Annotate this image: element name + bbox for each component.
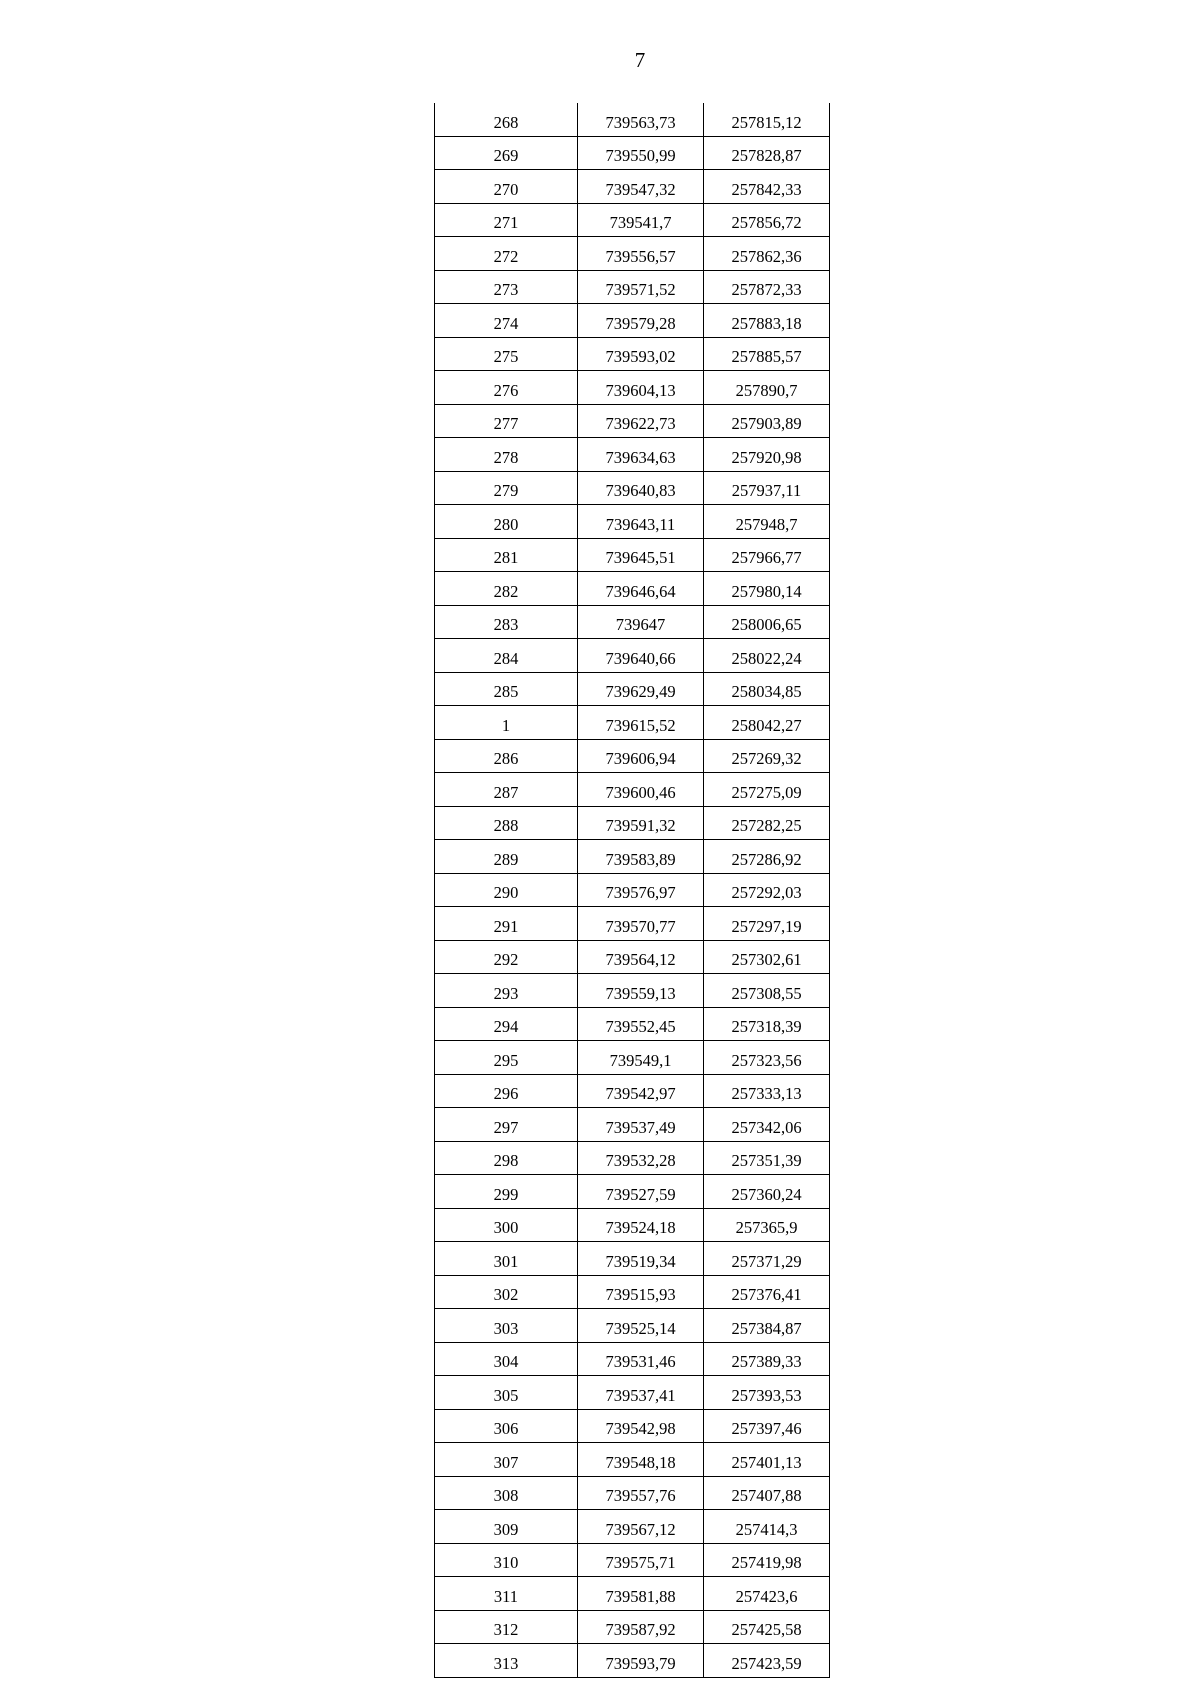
y-coordinate-cell: 257815,12 [704, 103, 830, 136]
y-coordinate-cell: 257862,36 [704, 237, 830, 271]
y-coordinate-cell: 257980,14 [704, 572, 830, 606]
y-coordinate-cell: 257397,46 [704, 1409, 830, 1443]
point-number-cell: 277 [435, 404, 578, 438]
table-row [435, 203, 830, 237]
x-coordinate-cell: 739646,64 [578, 572, 704, 606]
y-coordinate-cell: 257308,55 [704, 974, 830, 1008]
table-row [435, 773, 830, 807]
x-coordinate-cell: 739647 [578, 605, 704, 639]
y-coordinate-cell: 257419,98 [704, 1543, 830, 1577]
point-number-cell: 278 [435, 438, 578, 472]
x-coordinate-cell: 739541,7 [578, 203, 704, 237]
point-number-cell: 298 [435, 1141, 578, 1175]
y-coordinate-cell: 257371,29 [704, 1242, 830, 1276]
table-row [435, 1342, 830, 1376]
x-coordinate-cell: 739515,93 [578, 1275, 704, 1309]
table-row [435, 337, 830, 371]
x-coordinate-cell: 739531,46 [578, 1342, 704, 1376]
coordinates-table [434, 103, 830, 1678]
table-row [435, 572, 830, 606]
point-number-cell: 309 [435, 1510, 578, 1544]
x-coordinate-cell: 739576,97 [578, 873, 704, 907]
point-number-cell: 276 [435, 371, 578, 405]
table-row [435, 538, 830, 572]
point-number-cell: 307 [435, 1443, 578, 1477]
y-coordinate-cell: 257269,32 [704, 739, 830, 773]
y-coordinate-cell: 258034,85 [704, 672, 830, 706]
table-row [435, 639, 830, 673]
point-number-cell: 304 [435, 1342, 578, 1376]
table-row [435, 1141, 830, 1175]
x-coordinate-cell: 739634,63 [578, 438, 704, 472]
table-row [435, 605, 830, 639]
y-coordinate-cell: 257828,87 [704, 136, 830, 170]
table-row [435, 672, 830, 706]
y-coordinate-cell: 257414,3 [704, 1510, 830, 1544]
x-coordinate-cell: 739640,66 [578, 639, 704, 673]
point-number-cell: 300 [435, 1208, 578, 1242]
x-coordinate-cell: 739575,71 [578, 1543, 704, 1577]
table-row [435, 404, 830, 438]
table-row [435, 706, 830, 740]
y-coordinate-cell: 257423,6 [704, 1577, 830, 1611]
table-row [435, 1510, 830, 1544]
x-coordinate-cell: 739557,76 [578, 1476, 704, 1510]
table-row [435, 304, 830, 338]
y-coordinate-cell: 258022,24 [704, 639, 830, 673]
x-coordinate-cell: 739581,88 [578, 1577, 704, 1611]
x-coordinate-cell: 739537,41 [578, 1376, 704, 1410]
y-coordinate-cell: 257318,39 [704, 1007, 830, 1041]
table-row [435, 1376, 830, 1410]
point-number-cell: 301 [435, 1242, 578, 1276]
x-coordinate-cell: 739550,99 [578, 136, 704, 170]
y-coordinate-cell: 257302,61 [704, 940, 830, 974]
y-coordinate-cell: 257297,19 [704, 907, 830, 941]
point-number-cell: 270 [435, 170, 578, 204]
point-number-cell: 299 [435, 1175, 578, 1209]
x-coordinate-cell: 739547,32 [578, 170, 704, 204]
table-row [435, 1208, 830, 1242]
x-coordinate-cell: 739548,18 [578, 1443, 704, 1477]
point-number-cell: 281 [435, 538, 578, 572]
x-coordinate-cell: 739593,02 [578, 337, 704, 371]
x-coordinate-cell: 739519,34 [578, 1242, 704, 1276]
table-row [435, 1443, 830, 1477]
point-number-cell: 268 [435, 103, 578, 136]
point-number-cell: 287 [435, 773, 578, 807]
point-number-cell: 295 [435, 1041, 578, 1075]
point-number-cell: 302 [435, 1275, 578, 1309]
point-number-cell: 306 [435, 1409, 578, 1443]
y-coordinate-cell: 257937,11 [704, 471, 830, 505]
table-row [435, 170, 830, 204]
y-coordinate-cell: 257365,9 [704, 1208, 830, 1242]
table-row [435, 739, 830, 773]
table-row [435, 873, 830, 907]
x-coordinate-cell: 739629,49 [578, 672, 704, 706]
y-coordinate-cell: 257872,33 [704, 270, 830, 304]
point-number-cell: 282 [435, 572, 578, 606]
x-coordinate-cell: 739645,51 [578, 538, 704, 572]
x-coordinate-cell: 739549,1 [578, 1041, 704, 1075]
point-number-cell: 1 [435, 706, 578, 740]
x-coordinate-cell: 739622,73 [578, 404, 704, 438]
table-row [435, 1074, 830, 1108]
point-number-cell: 311 [435, 1577, 578, 1611]
table-row [435, 505, 830, 539]
x-coordinate-cell: 739542,97 [578, 1074, 704, 1108]
x-coordinate-cell: 739552,45 [578, 1007, 704, 1041]
y-coordinate-cell: 257425,58 [704, 1610, 830, 1644]
point-number-cell: 308 [435, 1476, 578, 1510]
y-coordinate-cell: 257275,09 [704, 773, 830, 807]
point-number-cell: 275 [435, 337, 578, 371]
page-number: 7 [634, 48, 646, 72]
y-coordinate-cell: 257292,03 [704, 873, 830, 907]
y-coordinate-cell: 257376,41 [704, 1275, 830, 1309]
table-row [435, 1007, 830, 1041]
x-coordinate-cell: 739563,73 [578, 103, 704, 136]
point-number-cell: 280 [435, 505, 578, 539]
y-coordinate-cell: 257286,92 [704, 840, 830, 874]
x-coordinate-cell: 739615,52 [578, 706, 704, 740]
table-row [435, 471, 830, 505]
x-coordinate-cell: 739567,12 [578, 1510, 704, 1544]
x-coordinate-cell: 739564,12 [578, 940, 704, 974]
x-coordinate-cell: 739570,77 [578, 907, 704, 941]
table-row [435, 1242, 830, 1276]
x-coordinate-cell: 739640,83 [578, 471, 704, 505]
y-coordinate-cell: 257842,33 [704, 170, 830, 204]
y-coordinate-cell: 258042,27 [704, 706, 830, 740]
x-coordinate-cell: 739537,49 [578, 1108, 704, 1142]
y-coordinate-cell: 257323,56 [704, 1041, 830, 1075]
y-coordinate-cell: 257282,25 [704, 806, 830, 840]
x-coordinate-cell: 739542,98 [578, 1409, 704, 1443]
table-row [435, 806, 830, 840]
table-row [435, 907, 830, 941]
point-number-cell: 273 [435, 270, 578, 304]
x-coordinate-cell: 739579,28 [578, 304, 704, 338]
table-row [435, 1610, 830, 1644]
table-row [435, 940, 830, 974]
y-coordinate-cell: 257333,13 [704, 1074, 830, 1108]
y-coordinate-cell: 257342,06 [704, 1108, 830, 1142]
y-coordinate-cell: 257903,89 [704, 404, 830, 438]
point-number-cell: 272 [435, 237, 578, 271]
table-row [435, 270, 830, 304]
point-number-cell: 303 [435, 1309, 578, 1343]
y-coordinate-cell: 257920,98 [704, 438, 830, 472]
y-coordinate-cell: 257389,33 [704, 1342, 830, 1376]
point-number-cell: 305 [435, 1376, 578, 1410]
x-coordinate-cell: 739524,18 [578, 1208, 704, 1242]
x-coordinate-cell: 739559,13 [578, 974, 704, 1008]
y-coordinate-cell: 257885,57 [704, 337, 830, 371]
y-coordinate-cell: 257393,53 [704, 1376, 830, 1410]
y-coordinate-cell: 257423,59 [704, 1644, 830, 1678]
y-coordinate-cell: 257883,18 [704, 304, 830, 338]
y-coordinate-cell: 257856,72 [704, 203, 830, 237]
y-coordinate-cell: 257948,7 [704, 505, 830, 539]
x-coordinate-cell: 739606,94 [578, 739, 704, 773]
table-row [435, 840, 830, 874]
point-number-cell: 297 [435, 1108, 578, 1142]
point-number-cell: 292 [435, 940, 578, 974]
y-coordinate-cell: 257401,13 [704, 1443, 830, 1477]
point-number-cell: 279 [435, 471, 578, 505]
table-row [435, 1041, 830, 1075]
x-coordinate-cell: 739600,46 [578, 773, 704, 807]
table-row [435, 1577, 830, 1611]
table-row [435, 1309, 830, 1343]
point-number-cell: 288 [435, 806, 578, 840]
y-coordinate-cell: 257407,88 [704, 1476, 830, 1510]
point-number-cell: 271 [435, 203, 578, 237]
y-coordinate-cell: 258006,65 [704, 605, 830, 639]
point-number-cell: 290 [435, 873, 578, 907]
point-number-cell: 291 [435, 907, 578, 941]
point-number-cell: 269 [435, 136, 578, 170]
point-number-cell: 312 [435, 1610, 578, 1644]
point-number-cell: 283 [435, 605, 578, 639]
point-number-cell: 285 [435, 672, 578, 706]
table-row [435, 974, 830, 1008]
x-coordinate-cell: 739587,92 [578, 1610, 704, 1644]
x-coordinate-cell: 739571,52 [578, 270, 704, 304]
table-row [435, 1108, 830, 1142]
table-row [435, 1275, 830, 1309]
table-row [435, 237, 830, 271]
x-coordinate-cell: 739604,13 [578, 371, 704, 405]
x-coordinate-cell: 739583,89 [578, 840, 704, 874]
coordinates-table-body [435, 103, 830, 1677]
point-number-cell: 286 [435, 739, 578, 773]
table-row [435, 1476, 830, 1510]
point-number-cell: 313 [435, 1644, 578, 1678]
y-coordinate-cell: 257351,39 [704, 1141, 830, 1175]
y-coordinate-cell: 257384,87 [704, 1309, 830, 1343]
point-number-cell: 274 [435, 304, 578, 338]
table-row [435, 136, 830, 170]
table-row [435, 1644, 830, 1678]
y-coordinate-cell: 257890,7 [704, 371, 830, 405]
point-number-cell: 294 [435, 1007, 578, 1041]
x-coordinate-cell: 739593,79 [578, 1644, 704, 1678]
x-coordinate-cell: 739527,59 [578, 1175, 704, 1209]
point-number-cell: 284 [435, 639, 578, 673]
x-coordinate-cell: 739643,11 [578, 505, 704, 539]
table-row [435, 1543, 830, 1577]
table-row [435, 1175, 830, 1209]
table-row [435, 1409, 830, 1443]
point-number-cell: 289 [435, 840, 578, 874]
x-coordinate-cell: 739556,57 [578, 237, 704, 271]
y-coordinate-cell: 257360,24 [704, 1175, 830, 1209]
table-row [435, 371, 830, 405]
point-number-cell: 296 [435, 1074, 578, 1108]
x-coordinate-cell: 739532,28 [578, 1141, 704, 1175]
table-row [435, 438, 830, 472]
point-number-cell: 293 [435, 974, 578, 1008]
x-coordinate-cell: 739591,32 [578, 806, 704, 840]
table-row [435, 103, 830, 136]
y-coordinate-cell: 257966,77 [704, 538, 830, 572]
x-coordinate-cell: 739525,14 [578, 1309, 704, 1343]
point-number-cell: 310 [435, 1543, 578, 1577]
